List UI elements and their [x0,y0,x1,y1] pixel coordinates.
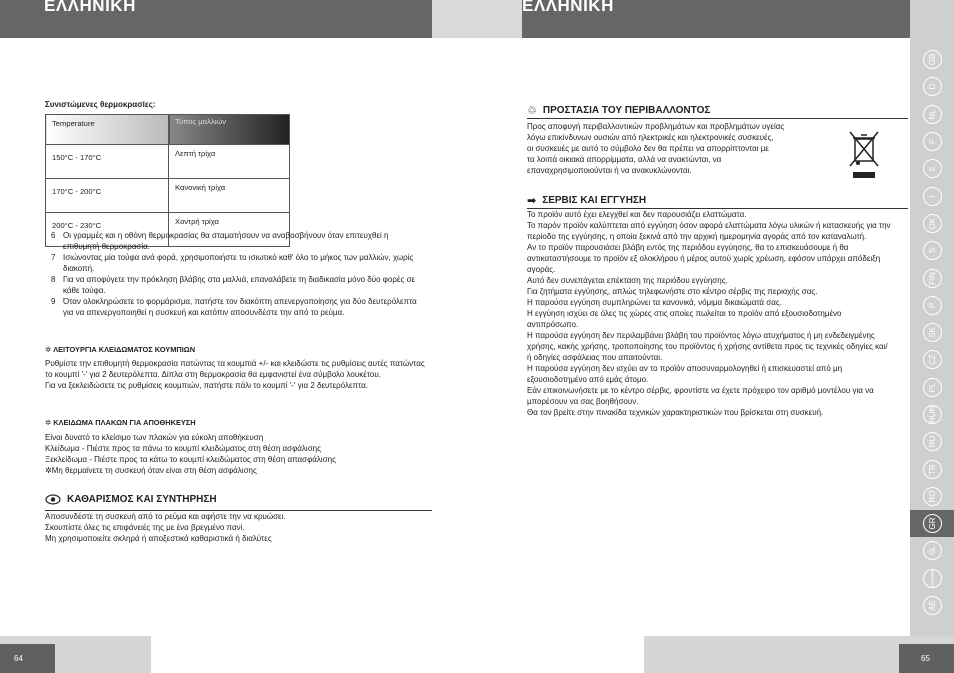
spread-gutter [432,0,522,38]
left-header-title: ΕΛΛΗΝΙΚΗ [44,0,136,15]
left-page-number: 64 [0,644,55,673]
arrow-right-icon: ➡ [527,195,537,207]
lock-text: Ρυθμίστε την επιθυμητή θερμοκρασία πατώντας τα κουμπιά +/- και κλειδώστε τις ρυθμίσεις αυτές πατώντας το κουμπί '-' για 2 δευτερόλεπτα. Δίπλα στη θερμοκρασία θα εμφανιστεί ένα σύμβολο λουκέτου. Για να ξεκλειδώσετε τις ρυθμίσεις κουμπιών, πατήστε πάλι το κουμπί '-' για 2 δευτερόλεπτα. [45,359,425,390]
env-heading: ♲ ΠΡΟΣΤΑΣΙΑ ΤΟΥ ΠΕΡΙΒΑΛΛΟΝΤΟΣ [527,105,711,117]
list-item: 7 Ισιώνοντας μία τούφα ανά φορά, χρησιμοποιήστε το ισιωτικό καθ' όλο το μήκος των μαλλιών, χωρίς διακοπή. [51,253,414,273]
lang-tab-sl[interactable]: SL [910,537,954,564]
lang-tab-dk[interactable]: DK [910,210,954,237]
cleaning-heading: ΚΑΘΑΡΙΣΜΟΣ ΚΑΙ ΣΥΝΤΗΡΗΣΗ [45,494,217,505]
steps-list [51,230,427,318]
lang-tab-sk[interactable]: SK [910,319,954,346]
table-row [46,145,290,179]
sun-icon: ✲ [45,466,52,475]
lang-tab-fin[interactable]: FIN [910,264,954,291]
eye-icon [45,494,61,505]
right-header-bar [522,0,910,38]
sun-icon: ✲ [45,418,52,427]
table-cell-temp: 170°C - 200°C [46,179,169,213]
plates-text: Είναι δυνατό το κλείσιμο των πλακών για εύκολη αποθήκευση Κλείδωμα - Πιέστε προς τα πάνω το κουμπί κλειδώματος στη θέση ασφάλισης Ξεκλείδωμα - Πιέστε προς τα κάτω το κουμπί κλειδώματος στη θέση απασφάλισης ✲Μη θερμαίνετε τη συσκευή όταν είναι στη θέση ασφάλισης [45,433,336,475]
right-page-number: 65 [899,644,954,673]
lang-tab-tr[interactable]: TR [910,455,954,482]
table-cell-hair: Λεπτή τρίχα [169,145,290,179]
left-header-bar [0,0,432,38]
service-heading: ➡ ΣΕΡΒΙΣ ΚΑΙ ΕΓΓΥΗΣΗ [527,195,647,207]
lang-tab-cz[interactable]: CZ [910,346,954,373]
table-header-hair-type: Τύπος μαλλιών [169,115,290,145]
language-tabs [910,46,954,619]
left-footer [0,636,151,673]
list-item: 8 Για να αποφύγετε την πρόκληση βλάβης στα μαλλιά, επαναλάβετε τη διαδικασία μόνο δύο φορές σε κάθε τούφα. [51,275,416,295]
lang-tab-ae[interactable]: AE [910,592,954,619]
lang-tab-ru[interactable]: RU [910,428,954,455]
list-item: 9 Όταν ολοκληρώσετε το φορμάρισμα, πατήστε τον διακόπτη απενεργοποίησης για δύο δευτερόλεπτα για να απενεργοποιηθεί η συσκευή και κατόπιν αποσυνδέστε την από το ρεύμα. [51,297,417,317]
service-text: Το προϊόν αυτό έχει ελεγχθεί και δεν παρουσιάζει ελαττώματα. Το παρόν προϊόν καλύπτεται από εγγύηση όσον αφορά ελαττώματα λόγω υλικών ή κατασκευής για την περίοδο της εγγύησης, η οποία ξεκινά από την αρχική ημερομηνία αγοράς από τον καταναλωτή. Αν το προϊόν παρουσιάσει βλάβη εντός της περιόδου εγγύησης, θα το επισκευάσουμε ή θα αντικαταστήσουμε το προϊόν εξ ολοκλήρου ή μέρος αυτού χωρίς χρέωση, εφόσον υπάρχει απόδειξη αγοράς. Αυτό δεν συνεπάγεται επέκταση της περιόδου εγγύησης. Για ζητήματα εγγύησης, απλώς τηλεφωνήστε στο κέντρο σέρβις της περιοχής σας. Η παρούσα εγγύηση συμπληρώνει τα κανονικά, νόμιμα δικαιώματά σας. Η εγγύηση ισχύει σε όλες τις χώρες στις οποίες πωλείται το προϊόν από εξουσιοδοτημένο αντιπρόσωπο. Η παρούσα εγγύηση δεν περιλαμβάνει βλάβη του προϊόντος λόγω ατυχήματος ή μη ενδεδειγμένης χρήσης, κακής χρήσης, τροποποίησης του προϊόντος ή χρήσης αντίθετα προς τις τεχνικές οδηγίες και/ή οδηγίες ασφάλειας που απαιτούνται. Η παρούσα εγγύηση δεν ισχύει αν το προϊόν αποσυναρμολογηθεί ή επισκευαστεί από μη εξουσιοδοτημένο από εμάς άτομο. Εάν επικοινωνήσετε με το κέντρο σέρβις, φροντίστε να έχετε πρόχειρο τον αριθμό μοντέλου για να μπορέσουν να σας βοηθήσουν. Θα τον βρείτε στην πινακίδα τεχνικών χαρακτηριστικών που βρίσκεται στη συσκευή. [527,210,891,417]
lang-tab-gr-active[interactable]: GR [910,510,954,537]
lang-tab-s[interactable]: S [910,237,954,264]
lang-tab-i[interactable]: I [910,182,954,209]
sun-icon: ✲ [45,345,52,354]
right-footer [644,636,954,673]
lang-tab-p[interactable]: P [910,292,954,319]
lang-tab-pl[interactable]: PL [910,374,954,401]
lang-tab-d[interactable]: D [910,73,954,100]
env-rule [527,118,908,119]
plates-heading: ✲ ΚΛΕΙΔΩΜΑ ΠΛΑΚΩΝ ΓΙΑ ΑΠΟΘΗΚΕΥΣΗ [45,418,196,427]
cleaning-text: Αποσυνδέστε τη συσκευή από το ρεύμα και αφήστε την να κρυώσει. Σκουπίστε όλες τις επιφάνειές της με ένα βρεγμένο πανί. Μη χρησιμοποιείτε σκληρά ή αποξεστικά καθαριστικά ή διαλύτες [45,512,286,543]
weee-bin-icon [846,130,882,180]
lock-heading: ✲ ΛΕΙΤΟΥΡΓΙΑ ΚΛΕΙΔΩΜΑΤΟΣ ΚΟΥΜΠΙΩΝ [45,345,196,354]
temps-heading: Συνιστώμενες θερμοκρασίες: [45,100,156,109]
list-item: 6 Οι γραμμές και η οθόνη θερμοκρασίας θα σταματήσουν να αναβοσβήνουν όταν επιτευχθεί η επιθυμητή θερμοκρασία. [51,231,389,251]
temperature-table [45,114,290,247]
lang-tab-nl[interactable]: NL [910,101,954,128]
lang-tab-hun[interactable]: HUN [910,401,954,428]
right-header-title: ΕΛΛΗΝΙΚΗ [522,0,614,15]
lang-tab-ro[interactable]: RO [910,483,954,510]
lang-tab-f[interactable]: F [910,128,954,155]
table-row [46,179,290,213]
table-cell-temp: 200°C - 230°C [46,213,169,247]
table-cell-hair: Χοντρή τρίχα [169,213,290,247]
lang-tab-gb[interactable]: GB [910,46,954,73]
recycle-icon: ♲ [527,105,537,117]
lang-tab-e[interactable]: E [910,155,954,182]
table-cell-temp: 150°C - 170°C [46,145,169,179]
env-text: Προς αποφυγή περιβαλλοντικών προβλημάτων και προβλημάτων υγείας λόγω επικίνδυνων ουσιών από ηλεκτρικές και ηλεκτρονικές συσκευές, οι συσκευές με αυτό το σύμβολο δεν θα πρέπει να απορρίπτονται με τα λοιπά οικιακά απορρίμματα, αλλά να ανακτώνται, να επαναχρησιμοποιούνται ή να ανακυκλώνονται. [527,122,785,175]
table-header-temperature: Temperature [46,115,169,145]
table-cell-hair: Κανονική τρίχα [169,179,290,213]
lang-tab-hr-srb[interactable]: HR/SRB [910,565,954,592]
